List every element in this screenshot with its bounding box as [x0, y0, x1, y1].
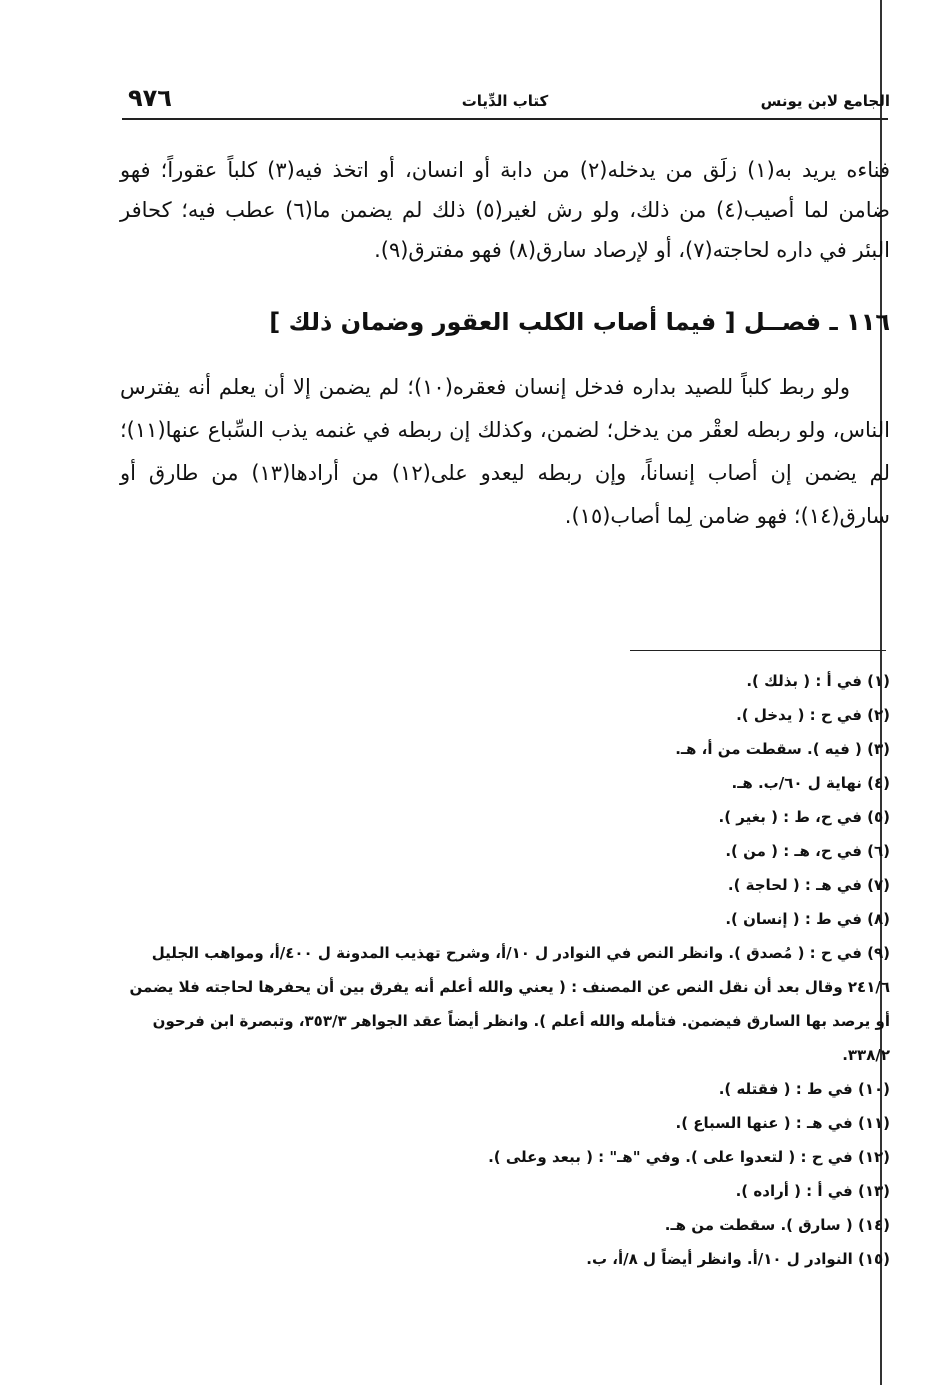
footnote: (٦) في ح، هـ : ( من ). — [725, 842, 890, 860]
footnote-divider — [630, 650, 886, 651]
header-divider — [122, 118, 888, 120]
footnote: (٧) في هـ : ( لحاجة ). — [727, 876, 890, 894]
footnote: (١١) في هـ : ( عنها السباع ). — [675, 1114, 890, 1132]
footnote: (١٤) ( سارق ). سقطت من هـ. — [664, 1216, 890, 1234]
footnotes — [120, 664, 890, 1276]
footnote: (٥) في ح، ط : ( بغير ). — [718, 808, 890, 826]
footnote: (٣) ( فيه ). سقطت من أ، هـ. — [675, 740, 890, 758]
footnote: (١٠) في ط : ( فقتله ). — [718, 1080, 890, 1098]
page-header — [120, 84, 890, 116]
footnote: (١٣) في أ : ( أراده ). — [735, 1182, 890, 1200]
paragraph: فناءه يريد به(١) زلَق من يدخله(٢) من دابة أو انسان، أو اتخذ فيه(٣) كلباً عقوراً؛ فهو ضامن لما أصيب(٤) من ذلك، ولو رش لغير(٥) ذلك لم يضمن ما(٦) عطب فيه؛ كحافر البئر في داره لحاجته(٧)، أو لإرصاد سارق(٨) فهو مفترق(٩). — [120, 158, 891, 262]
footnote: (١٢) في ح : ( لتعدوا على ). وفي "هـ" : ( ببعد وعلى ). — [488, 1148, 890, 1166]
running-chapter-title: كتاب الدِّيات — [461, 92, 549, 110]
footnote: (١٥) النوادر ل ١٠/أ. وانظر أيضاً ل ٨/أ، ب. — [586, 1250, 890, 1268]
footnote: (٢) في ح : ( يدخل ). — [736, 706, 890, 724]
footnote: (٤) نهاية ل ٦٠/ب. هـ. — [731, 774, 890, 792]
main-text-block — [120, 150, 890, 270]
footnote: (١) في أ : ( بذلك ). — [746, 672, 890, 690]
footnote: (٨) في ط : ( إنسان ). — [725, 910, 890, 928]
footnote: (٩) في ح : ( مُصدق ). وانظر النص في النوادر ل ١٠/أ، وشرح تهذيب المدونة ل ٤٠٠/أ، ومواهب الجليل ٢٤١/٦ وقال بعد أن نقل النص عن المصنف : ( يعني والله أعلم أنه يفرق بين أن يحفرها لحاجته فلا يضمن أو يرصد بها السارق فيضمن. فتأمله والله أعلم ). وانظر أيضاً عقد الجواهر ٣٥٣/٣، وتبصرة ابن فرحون ٣٣٨/٢. — [129, 944, 890, 1064]
running-book-title: الجامع لابن يونس — [760, 92, 890, 110]
page-number: ٩٧٦ — [128, 84, 172, 112]
paragraph: ولو ربط كلباً للصيد بداره فدخل إنسان فعقره(١٠)؛ لم يضمن إلا أن يعلم أنه يفترس الناس، ولو ربطه لعقْر من يدخل؛ لضمن، وكذلك إن ربطه في غنمه يذب السِّباع عنها(١١)؛ لم يضمن إن أصاب إنساناً، وإن ربطه ليعدو على(١٢) من أرادها(١٣) من طارق أو سارق(١٤)؛ فهو ضامن لِما أصاب(١٥). — [120, 375, 890, 528]
section-heading: ١١٦ ـ فصــل [ فيما أصاب الكلب العقور وضمان ذلك ] — [269, 308, 890, 336]
section-text-block — [120, 366, 890, 538]
